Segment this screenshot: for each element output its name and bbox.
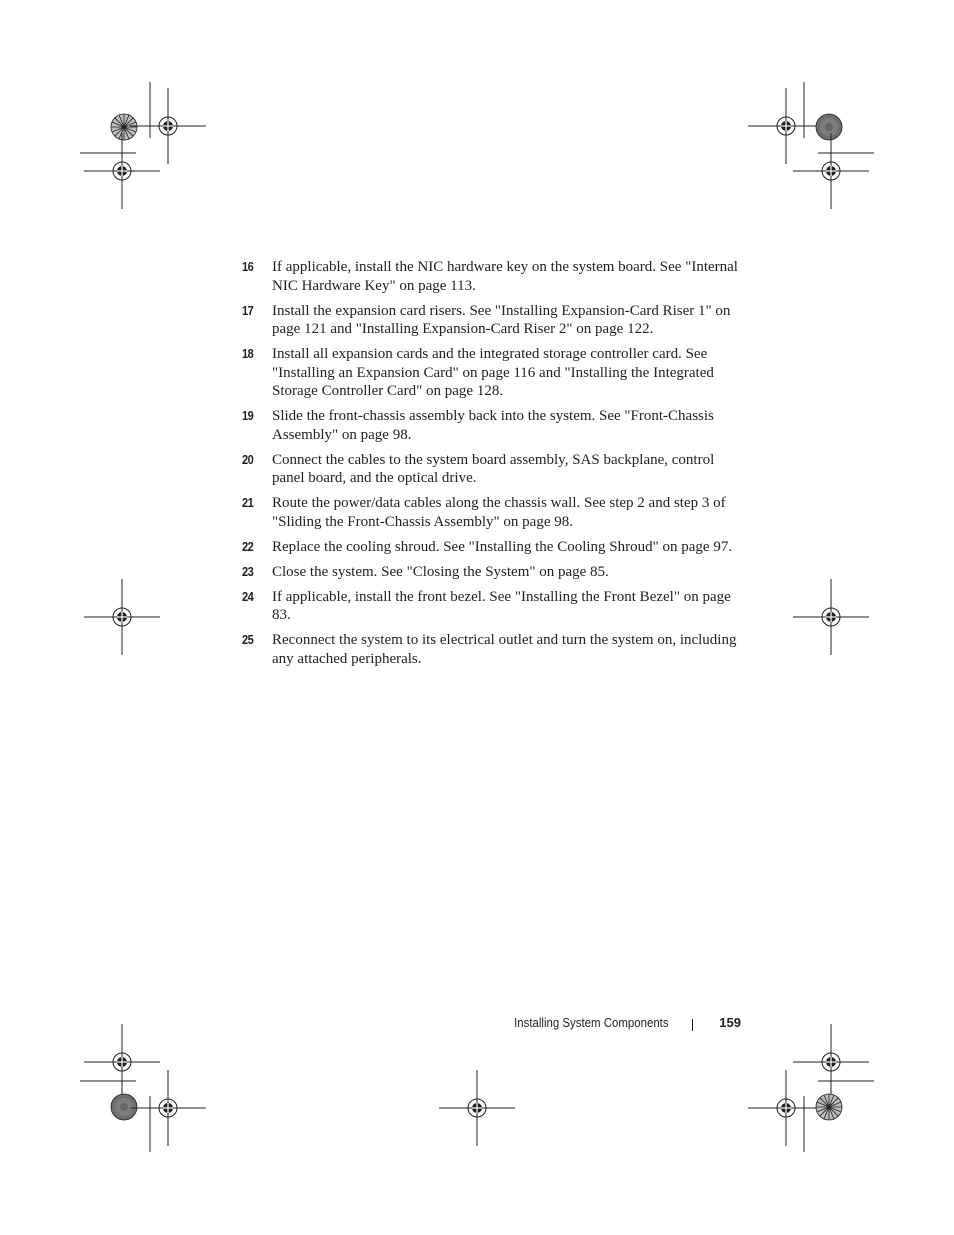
step-text: Replace the cooling shroud. See "Installing the Cooling Shroud" on page 97.: [272, 538, 733, 555]
step-number: 21: [242, 495, 254, 510]
step-text: Reconnect the system to its electrical outlet and turn the system on, including any attached peripherals.: [272, 632, 737, 667]
step-number: 16: [242, 259, 254, 274]
step-item: [242, 588, 742, 625]
step-text: If applicable, install the front bezel. See "Installing the Front Bezel" on page 83.: [272, 588, 731, 623]
step-text: Connect the cables to the system board assembly, SAS backplane, control panel board, and the optical drive.: [272, 451, 715, 486]
step-text: Slide the front-chassis assembly back into the system. See "Front-Chassis Assembly" on page 98.: [272, 408, 714, 443]
step-number: 19: [242, 408, 254, 423]
step-number: 25: [242, 632, 254, 647]
step-number: 23: [242, 563, 254, 579]
step-text: Close the system. See "Closing the System" on page 85.: [272, 563, 609, 580]
page-number: 159: [719, 1015, 741, 1030]
step-item: [242, 451, 742, 488]
footer-divider: [692, 1019, 693, 1031]
step-number: 24: [242, 588, 254, 604]
step-text: If applicable, install the NIC hardware key on the system board. See "Internal NIC Hardware Key" on page 113.: [272, 259, 738, 294]
step-item: [242, 345, 742, 401]
step-text: Install the expansion card risers. See "Installing Expansion-Card Riser 1" on page 121 and "Installing Expansion-Card Riser 2" on page 122.: [272, 302, 731, 337]
step-number: 20: [242, 451, 254, 467]
step-item: [242, 538, 742, 557]
procedure-steps-list: [242, 258, 742, 675]
step-item: [242, 258, 742, 295]
step-item: [242, 563, 742, 582]
step-number: 22: [242, 538, 254, 554]
step-item: [242, 302, 742, 339]
step-text: Route the power/data cables along the chassis wall. See step 2 and step 3 of "Sliding the Front-Chassis Assembly" on page 98.: [272, 495, 726, 530]
footer-section-title: Installing System Components: [513, 1015, 669, 1030]
step-number: 17: [242, 302, 254, 318]
step-number: 18: [242, 346, 254, 361]
step-item: [242, 494, 742, 531]
step-text: Install all expansion cards and the integrated storage controller card. See "Installing an Expansion Card" on page 116 and "Installing the Integrated Storage Controller Card" on page 128.: [272, 346, 714, 399]
page-footer: [493, 1015, 741, 1030]
step-item: [242, 631, 742, 668]
step-item: [242, 407, 742, 444]
